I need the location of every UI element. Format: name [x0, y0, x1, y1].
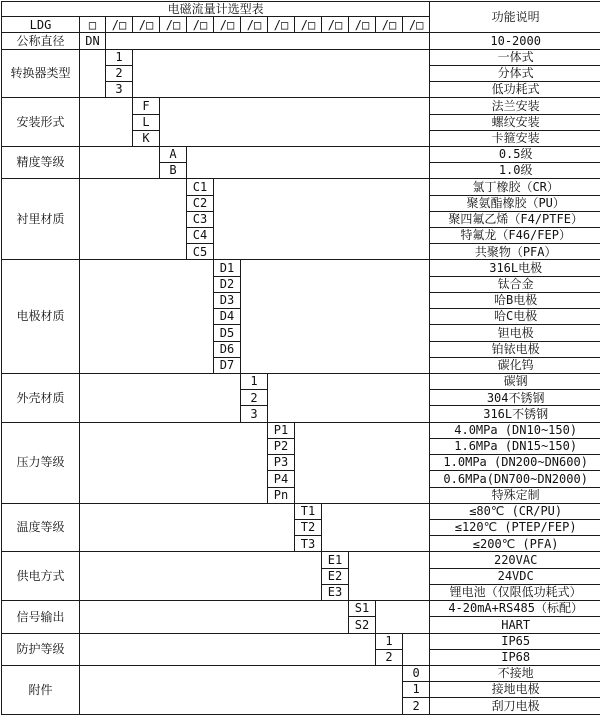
spacer-cell: [133, 49, 430, 98]
spacer-cell: [80, 665, 403, 714]
option-desc: 刮刀电极: [430, 698, 600, 715]
model-slot-box: /□: [214, 17, 241, 33]
option-code: 2: [376, 649, 403, 665]
option-desc: 共聚物（PFA）: [430, 244, 600, 260]
option-desc: 分体式: [430, 65, 600, 81]
group-label-liner-material: 衬里材质: [2, 179, 80, 260]
option-code: T2: [295, 519, 322, 535]
option-code: P4: [268, 471, 295, 487]
option-code: D6: [214, 341, 241, 357]
spacer-cell: [80, 49, 106, 98]
option-code: C2: [187, 195, 214, 211]
option-code: C1: [187, 179, 214, 195]
option-code: C4: [187, 228, 214, 244]
option-desc: 卡箍安装: [430, 130, 600, 146]
option-code: 1: [106, 49, 133, 65]
option-code: B: [160, 163, 187, 179]
spacer-cell: [160, 98, 430, 147]
option-desc: 锂电池（仅限低功耗式）: [430, 584, 600, 600]
option-desc: 0.6MPa(DN700~DN2000): [430, 471, 600, 487]
option-desc: 碳化钨: [430, 357, 600, 373]
spacer-cell: [295, 422, 430, 503]
option-desc: 1.0级: [430, 163, 600, 179]
option-desc: 24VDC: [430, 568, 600, 584]
model-slot-box: /□: [187, 17, 214, 33]
spacer-cell: [80, 146, 160, 178]
model-slot-box: /□: [349, 17, 376, 33]
option-code: S1: [349, 601, 376, 617]
option-code: 0: [403, 665, 430, 681]
option-code: A: [160, 146, 187, 162]
option-desc: 4-20mA+RS485（标配）: [430, 601, 600, 617]
spacer-cell: [80, 98, 133, 147]
option-code: D4: [214, 309, 241, 325]
model-slot-box: /□: [295, 17, 322, 33]
option-desc: 螺纹安装: [430, 114, 600, 130]
spacer-cell: [376, 601, 430, 633]
model-slot-box: /□: [376, 17, 403, 33]
model-slot-box: /□: [106, 17, 133, 33]
spacer-cell: [268, 374, 430, 423]
table-title: 电磁流量计选型表: [2, 2, 430, 17]
option-desc: 一体式: [430, 49, 600, 65]
option-desc: 低功耗式: [430, 82, 600, 98]
group-label-installation-type: 安装形式: [2, 98, 80, 147]
group-label-temperature-rating: 温度等级: [2, 503, 80, 552]
diameter-code: DN: [80, 33, 106, 49]
option-code: D2: [214, 276, 241, 292]
option-desc: 1.6MPa (DN15~150): [430, 438, 600, 454]
option-code: D3: [214, 292, 241, 308]
group-label-converter-type: 转换器类型: [2, 49, 80, 98]
option-desc: IP65: [430, 633, 600, 649]
spacer-cell: [322, 503, 430, 552]
option-code: 2: [106, 65, 133, 81]
option-code: D7: [214, 357, 241, 373]
spacer-cell: [80, 552, 322, 601]
option-desc: 316L电极: [430, 260, 600, 276]
group-label-housing-material: 外壳材质: [2, 374, 80, 423]
option-code: E3: [322, 584, 349, 600]
option-code: 1: [241, 374, 268, 390]
option-desc: 1.0MPa (DN200~DN600): [430, 455, 600, 471]
option-code: L: [133, 114, 160, 130]
model-slot-box: /□: [133, 17, 160, 33]
model-slot-box: /□: [268, 17, 295, 33]
option-desc: HART: [430, 617, 600, 633]
group-label-signal-output: 信号输出: [2, 601, 80, 633]
spacer-cell: [349, 552, 430, 601]
spacer-cell: [80, 633, 376, 665]
option-code: T3: [295, 536, 322, 552]
option-desc: ≤120℃ (PTEP/FEP): [430, 519, 600, 535]
selection-table: [1, 1, 600, 715]
option-code: 3: [241, 406, 268, 422]
spacer-cell: [80, 503, 295, 552]
model-slot-box: /□: [241, 17, 268, 33]
option-desc: 304不锈钢: [430, 390, 600, 406]
option-desc: ≤200℃ (PFA): [430, 536, 600, 552]
model-prefix: LDG: [2, 17, 80, 33]
option-code: D5: [214, 325, 241, 341]
option-desc: 不接地: [430, 665, 600, 681]
diameter-label: 公称直径: [2, 33, 80, 49]
option-code: 2: [241, 390, 268, 406]
option-code: C5: [187, 244, 214, 260]
model-box-slot: □: [80, 17, 106, 33]
option-code: F: [133, 98, 160, 114]
option-code: 3: [106, 82, 133, 98]
option-code: E2: [322, 568, 349, 584]
option-desc: 0.5级: [430, 146, 600, 162]
option-code: D1: [214, 260, 241, 276]
option-code: P3: [268, 455, 295, 471]
spacer-cell: [106, 33, 430, 49]
option-desc: 钽电极: [430, 325, 600, 341]
option-desc: ≤80℃ (CR/PU): [430, 503, 600, 519]
option-desc: 特氟龙（F46/FEP）: [430, 228, 600, 244]
option-desc: 4.0MPa (DN10~150): [430, 422, 600, 438]
diameter-range: 10-2000: [430, 33, 600, 49]
spacer-cell: [80, 260, 214, 374]
group-label-accuracy-class: 精度等级: [2, 146, 80, 178]
option-code: Pn: [268, 487, 295, 503]
option-desc: 哈B电极: [430, 292, 600, 308]
option-code: K: [133, 130, 160, 146]
spacer-cell: [80, 179, 187, 260]
option-desc: 220VAC: [430, 552, 600, 568]
option-desc: 聚氨酯橡胶（PU）: [430, 195, 600, 211]
group-label-accessories: 附件: [2, 665, 80, 714]
option-code: 1: [376, 633, 403, 649]
group-label-protection-rating: 防护等级: [2, 633, 80, 665]
option-desc: 铂铱电极: [430, 341, 600, 357]
spacer-cell: [80, 374, 241, 423]
option-code: 1: [403, 682, 430, 698]
option-code: P2: [268, 438, 295, 454]
function-description-header: 功能说明: [430, 2, 600, 33]
option-code: T1: [295, 503, 322, 519]
model-slot-box: /□: [322, 17, 349, 33]
option-desc: 法兰安装: [430, 98, 600, 114]
option-desc: 316L不锈钢: [430, 406, 600, 422]
spacer-cell: [80, 422, 268, 503]
option-desc: 哈C电极: [430, 309, 600, 325]
option-desc: 接地电极: [430, 682, 600, 698]
option-code: 2: [403, 698, 430, 715]
spacer-cell: [80, 601, 349, 633]
option-code: S2: [349, 617, 376, 633]
option-desc: 特殊定制: [430, 487, 600, 503]
option-desc: 聚四氟乙烯（F4/PTFE）: [430, 211, 600, 227]
option-desc: IP68: [430, 649, 600, 665]
option-code: E1: [322, 552, 349, 568]
option-desc: 氯丁橡胶（CR）: [430, 179, 600, 195]
option-desc: 钛合金: [430, 276, 600, 292]
option-desc: 碳钢: [430, 374, 600, 390]
spacer-cell: [187, 146, 430, 178]
model-slot-box: /□: [160, 17, 187, 33]
option-code: P1: [268, 422, 295, 438]
spacer-cell: [403, 633, 430, 665]
group-label-pressure-rating: 压力等级: [2, 422, 80, 503]
spacer-cell: [241, 260, 430, 374]
option-code: C3: [187, 211, 214, 227]
spacer-cell: [214, 179, 430, 260]
group-label-electrode-material: 电极材质: [2, 260, 80, 374]
group-label-power-supply: 供电方式: [2, 552, 80, 601]
model-slot-box: /□: [403, 17, 430, 33]
